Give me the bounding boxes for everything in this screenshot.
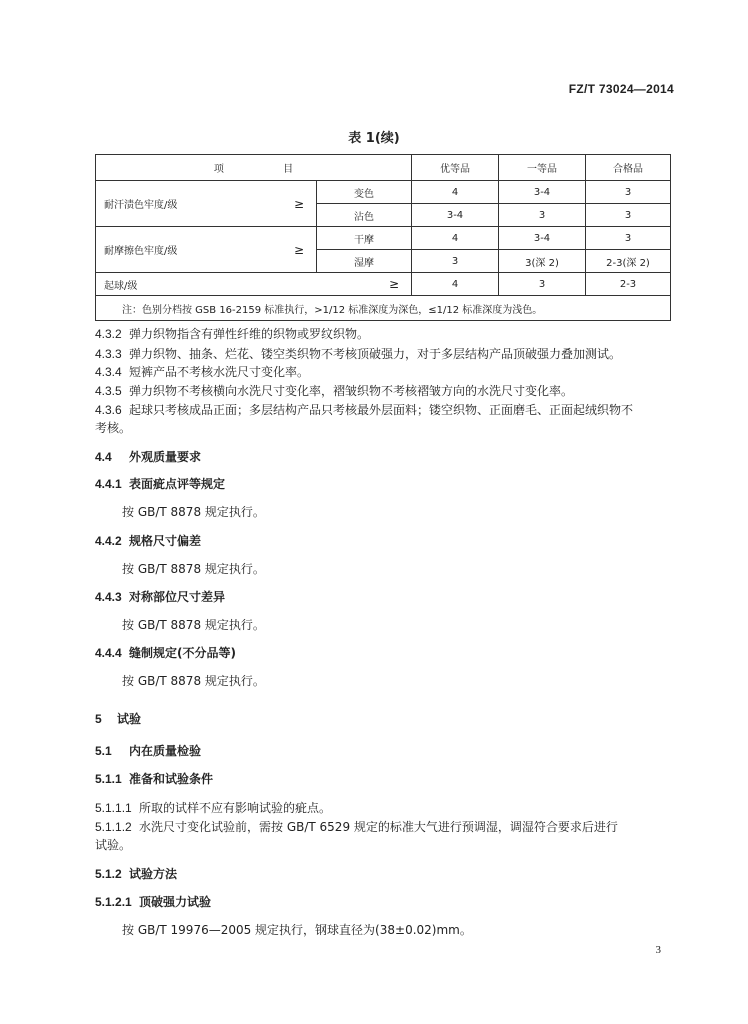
- table-row: [96, 181, 671, 204]
- section-heading-4-4-4: 4.4.4 缝制规定(不分品等): [95, 646, 236, 660]
- table-cell: 3-4: [499, 181, 586, 204]
- table-cell: 3: [586, 227, 671, 250]
- column-header-grade-superior: 优等品: [412, 155, 499, 181]
- row-symbol: ≥: [264, 273, 411, 296]
- clause-5-1-1-1: 5.1.1.1 所取的试样不应有影响试验的疵点。: [95, 801, 332, 815]
- column-header-grade-qualified: 合格品: [586, 155, 671, 181]
- table-header-row: [96, 155, 671, 181]
- section-heading-5-1: 5.1 内在质量检验: [95, 744, 202, 758]
- section-heading-4-4: 4.4 外观质量要求: [95, 450, 202, 464]
- table-cell: 3: [586, 204, 671, 227]
- requirements-table: [95, 154, 671, 321]
- standard-code: FZ/T 73024—2014: [568, 82, 674, 96]
- row-sub-item: 沾色: [317, 204, 412, 227]
- clause-4-4-3-text: 按 GB/T 8878 规定执行。: [122, 618, 265, 632]
- clause-4-4-2-text: 按 GB/T 8878 规定执行。: [122, 562, 265, 576]
- section-heading-5-1-2-1: 5.1.2.1 顶破强力试验: [95, 895, 212, 909]
- table-cell: 3-4: [499, 227, 586, 250]
- section-heading-4-4-2: 4.4.2 规格尺寸偏差: [95, 534, 202, 548]
- table-row: [96, 273, 671, 296]
- row-item-label: 耐汗渍色牢度/级: [96, 181, 265, 227]
- clause-5-1-1-2-continued: 试验。: [95, 838, 132, 852]
- page-number: 3: [655, 944, 661, 956]
- table-cell: 2-3(深 2): [586, 250, 671, 273]
- clause-4-3-6: 4.3.6 起球只考核成品正面；多层结构产品只考核最外层面料；镂空织物、正面磨毛、正面起绒织物不: [95, 403, 634, 417]
- table-cell: 4: [412, 181, 499, 204]
- table-row: [96, 227, 671, 250]
- row-symbol: ≥: [264, 181, 316, 227]
- table-cell: 3: [586, 181, 671, 204]
- section-heading-4-4-3: 4.4.3 对称部位尺寸差异: [95, 590, 226, 604]
- clause-5-1-1-2: 5.1.1.2 水洗尺寸变化试验前，需按 GB/T 6529 规定的标准大气进行预调湿，调湿符合要求后进行: [95, 820, 618, 834]
- clause-4-3-2: 4.3.2 弹力织物指含有弹性纤维的织物或罗纹织物。: [95, 327, 370, 341]
- row-sub-item: 变色: [317, 181, 412, 204]
- table-cell: 3: [499, 204, 586, 227]
- column-header-grade-first: 一等品: [499, 155, 586, 181]
- row-sub-item: 湿摩: [317, 250, 412, 273]
- table-cell: 3: [499, 273, 586, 296]
- row-symbol: ≥: [264, 227, 316, 273]
- clause-4-4-1-text: 按 GB/T 8878 规定执行。: [122, 505, 265, 519]
- row-sub-item: 干摩: [317, 227, 412, 250]
- table-cell: 3(深 2): [499, 250, 586, 273]
- table-note-row: [96, 296, 671, 321]
- clause-5-1-2-1-text: 按 GB/T 19976—2005 规定执行，钢球直径为(38±0.02)mm。: [122, 923, 472, 937]
- table-cell: 3: [412, 250, 499, 273]
- table-cell: 3-4: [412, 204, 499, 227]
- clause-4-3-3: 4.3.3 弹力织物、抽条、烂花、镂空类织物不考核顶破强力，对于多层结构产品顶破强力叠加测试。: [95, 347, 622, 361]
- clause-4-3-5: 4.3.5 弹力织物不考核横向水洗尺寸变化率，褶皱织物不考核褶皱方向的水洗尺寸变化率。: [95, 384, 574, 398]
- row-item-label: 起球/级: [96, 273, 265, 296]
- row-item-label: 耐摩擦色牢度/级: [96, 227, 265, 273]
- column-header-item: 项 目: [96, 155, 412, 181]
- section-heading-5-1-2: 5.1.2 试验方法: [95, 867, 178, 881]
- clause-4-4-4-text: 按 GB/T 8878 规定执行。: [122, 674, 265, 688]
- section-heading-4-4-1: 4.4.1 表面疵点评等规定: [95, 477, 226, 491]
- table-cell: 4: [412, 273, 499, 296]
- section-heading-5: 5 试验: [95, 712, 142, 726]
- table-title: 表 1(续): [348, 131, 400, 146]
- clause-4-3-6-continued: 考核。: [95, 421, 132, 435]
- table-cell: 2-3: [586, 273, 671, 296]
- table-note: 注：色别分档按 GSB 16-2159 标准执行，>1/12 标准深度为深色，≤1/12 标准深度为浅色。: [96, 296, 671, 321]
- section-heading-5-1-1: 5.1.1 准备和试验条件: [95, 772, 214, 786]
- clause-4-3-4: 4.3.4 短裤产品不考核水洗尺寸变化率。: [95, 365, 310, 379]
- table-cell: 4: [412, 227, 499, 250]
